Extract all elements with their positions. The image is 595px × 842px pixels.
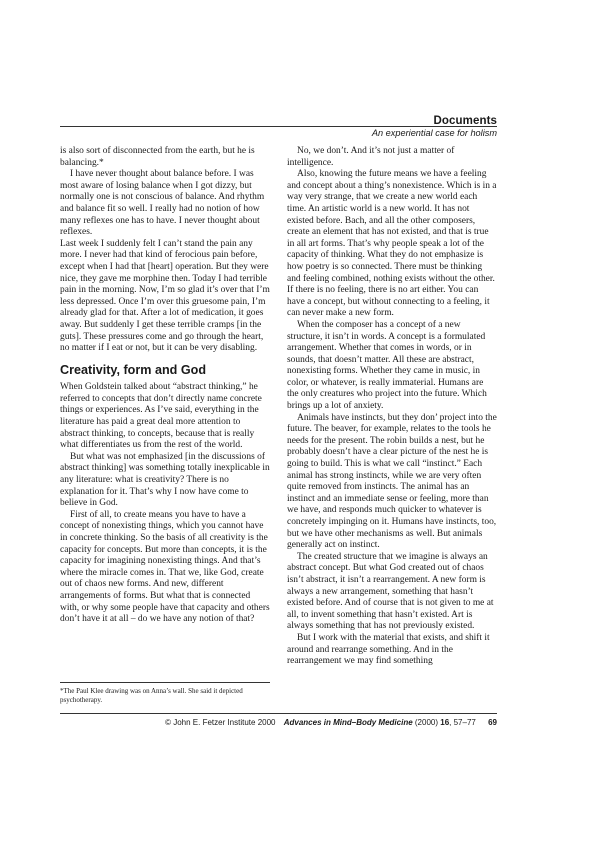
paragraph: When the composer has a concept of a new structure, it isn’t in words. A concept is a formulated arrangement. Whether that comes in words, or in sounds, that doesn’t matter. All these are abstract, nonexisting forms. Whether they came in music, in color, or whatever, is really immaterial. Humans are the only creatures who project into the future. Which brings up a lot of anxiety. bbox=[287, 319, 487, 412]
paragraph: Animals have instincts, but they don’ project into the future. The beaver, for example, relates to the tools he needs for the present. The robin builds a nest, but he probably doesn’t have a clear picture of the nest he is going to build. This is what we call “instinct.” Each animal has strong instincts, while we are very often quite removed from instincts. The animal has an instinct and an immediate sense or feeling, more than we have, and responds much quicker to whatever is concretely impinging on it. Humans have instincts, too, but we have other mechanisms as well. But animals generally act on instinct. bbox=[287, 412, 497, 551]
paragraph: The created structure that we imagine is always an abstract concept. But what God created out of chaos isn’t abstract, it isn’t a rearrangement. A new form is always a new arrangement, something that hasn’t existed before. And of course that is not given to me at all, to invent something that hasn’t existed. Art is always something that has not previously existed. bbox=[287, 551, 494, 632]
footer-rule bbox=[60, 713, 497, 714]
paragraph: First of all, to create means you have to have a concept of nonexisting things, which you cannot have in concrete thinking. So the basis of all creativity is the capacity for concepts. But more than concepts, it is the capacity for imagining nonexisting things. And that’s where the miracle comes in. That we, like God, create out of chaos new forms. And new, different arrangements of forms. But what that is connected with, or why some people have that capacity and others don’t have it at all – do we have any notion of that? bbox=[60, 509, 270, 625]
journal-volume: 16 bbox=[440, 718, 450, 727]
section-subtitle: An experiential case for holism bbox=[371, 128, 497, 138]
paragraph: is also sort of disconnected from the earth, but he is balancing.* bbox=[60, 146, 255, 168]
journal-title: Advances in Mind–Body Medicine bbox=[283, 718, 413, 727]
page-footer bbox=[60, 718, 497, 727]
paragraph: Also, knowing the future means we have a feeling and concept about a thing’s nonexistence. Which is in a way very strange, that we create a new world each time. An artistic world is a new world. It has not existed before. Bach, and all the other composers, create an element that has not existed, and that is true in all art forms. That’s why people speak a lot of the capacity of thinking. What they do not emphasize is how poetry is so connected. There must be thinking and feeling combined, nothing exists without the other. If there is no feeling, there is no art either. You can have a concept, but without connecting to a feeling, it can never make a new form. bbox=[287, 169, 497, 319]
left-column bbox=[60, 146, 270, 626]
paragraph: But I work with the material that exists, and shift it around and rearrange something. And in the rearrangement we may find something bbox=[287, 632, 490, 667]
section-heading: Creativity, form and God bbox=[60, 362, 207, 377]
page-number: 69 bbox=[488, 718, 497, 727]
paragraph: I have never thought about balance before. I was most aware of losing balance when I got dizzy, but normally one is not conscious of balance. And rhythm and balance fit so well. I really had no notion of how many reflexes one has to have. I never thought about reflexes. bbox=[60, 169, 265, 238]
paragraph: Last week I suddenly felt I can’t stand the pain any more. I never had that kind of ferocious pain before, except when I had that [heart] operation. But they were nice, they gave me morphine then. Today I had terrible pain in the morning. Now, I’m so glad it’s over that I’m less depressed. Once I’m over this gruesome pain, I’m already glad for that. After a lot of medication, it goes away. But suddenly I get these terrible cramps [in the guts]. These pressures come and go through the heart, no matter if I eat or not, but it can be very disabling. bbox=[60, 238, 270, 354]
footnote: *The Paul Klee drawing was on Anna’s wall. She said it depicted psychotherapy. bbox=[60, 682, 270, 705]
header-rule bbox=[60, 126, 497, 127]
right-column bbox=[287, 146, 497, 668]
copyright: © John E. Fetzer Institute 2000 bbox=[165, 718, 276, 727]
paragraph: When Goldstein talked about “abstract thinking,” he referred to concepts that don’t directly name concrete things or experiences. As I’ve said, everything in the literature has paid a great deal more attention to abstract thinking, to concepts, because that is really what differentiates us from the rest of the world. bbox=[60, 382, 262, 451]
journal-year: (2000) bbox=[414, 718, 439, 727]
section-title: Documents bbox=[433, 115, 497, 127]
journal-pages: , 57–77 bbox=[449, 718, 476, 727]
paragraph: No, we don’t. And it’s not just a matter of intelligence. bbox=[287, 146, 455, 168]
paragraph: But what was not emphasized [in the discussions of abstract thinking] was something totally inexplicable in any literature: what is creativity? There is no explanation for it. That’s why I now have come to believe in God. bbox=[60, 451, 270, 509]
